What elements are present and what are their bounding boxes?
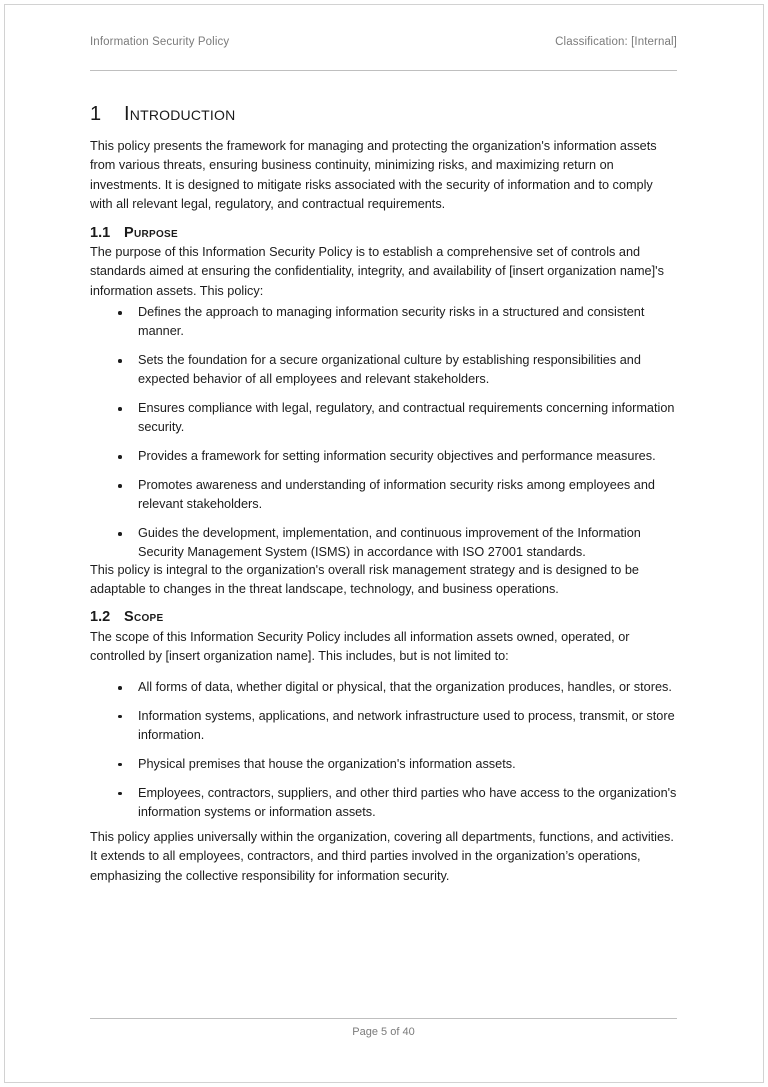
bullet-icon	[118, 455, 122, 459]
list-item-text: Guides the development, implementation, and continuous improvement of the Information Security Management System (ISMS) in accordance with ISO 27001 standards.	[138, 526, 641, 560]
heading-1-1-number: 1.1	[90, 225, 111, 241]
scope-closing-paragraph: This policy applies universally within the organization, covering all departments, functions, and activities. It extends to all employees, contractors, and third parties involved in the organization’s operations, emphasizing the collective responsibility for information security.	[90, 830, 674, 883]
list-item	[90, 678, 678, 697]
bullet-icon	[118, 484, 122, 488]
header-classification: Classification: [Internal]	[555, 36, 677, 48]
heading-1-2-scope	[90, 609, 163, 625]
document-running-header	[90, 36, 677, 48]
list-item-text: Promotes awareness and understanding of information security risks among employees and relevant stakeholders.	[138, 478, 655, 512]
header-document-title: Information Security Policy	[90, 36, 230, 48]
heading-1-number: 1	[90, 103, 102, 125]
bullet-icon	[118, 715, 122, 719]
heading-1-introduction	[90, 103, 235, 126]
list-item-text: Provides a framework for setting information security objectives and performance measures.	[138, 449, 656, 464]
list-item	[90, 303, 678, 342]
bullet-icon	[118, 311, 122, 315]
list-item-text: Ensures compliance with legal, regulatory, and contractual requirements concerning information security.	[138, 401, 675, 435]
purpose-bullet-list	[90, 303, 678, 563]
heading-1-1-title: Purpose	[124, 225, 178, 241]
footer-page-number: Page 5 of 40	[352, 1026, 415, 1038]
bullet-icon	[118, 686, 122, 690]
list-item	[90, 476, 678, 515]
list-item-text: Physical premises that house the organization's information assets.	[138, 756, 516, 771]
bullet-icon	[118, 359, 122, 363]
list-item	[90, 447, 678, 466]
list-item-text: Information systems, applications, and network infrastructure used to process, transmit, or store information.	[138, 708, 675, 743]
bullet-icon	[118, 792, 122, 796]
purpose-lead-paragraph: The purpose of this Information Security Policy is to establish a comprehensive set of controls and standards aimed at ensuring the confidentiality, integrity, and availability of [insert organization name]'s information assets. This policy:	[90, 245, 664, 298]
heading-1-2-title: Scope	[124, 609, 164, 625]
bullet-icon	[118, 763, 122, 767]
scope-lead-paragraph: The scope of this Information Security Policy includes all information assets owned, operated, or controlled by [insert organization name]. This includes, but is not limited to:	[90, 630, 630, 664]
list-item	[90, 351, 678, 390]
list-item-text: Defines the approach to managing information security risks in a structured and consistent manner.	[138, 305, 645, 339]
scope-bullet-list	[90, 678, 678, 822]
list-item	[90, 707, 678, 746]
heading-1-1-purpose	[90, 225, 178, 241]
list-item-text: All forms of data, whether digital or physical, that the organization produces, handles, or stores.	[138, 680, 672, 694]
heading-1-2-number: 1.2	[90, 609, 111, 625]
list-item	[90, 399, 678, 438]
bullet-icon	[118, 407, 122, 411]
purpose-closing-paragraph: This policy is integral to the organization's overall risk management strategy and is designed to be adaptable to changes in the threat landscape, technology, and business operations.	[90, 563, 639, 597]
list-item-text: Employees, contractors, suppliers, and other third parties who have access to the organization's information systems or information assets.	[138, 785, 677, 819]
list-item-text: Sets the foundation for a secure organizational culture by establishing responsibilities and expected behavior of all employees and relevant stakeholders.	[138, 353, 641, 387]
list-item	[90, 784, 678, 823]
header-divider-rule	[90, 70, 677, 71]
footer-divider-rule	[90, 1018, 677, 1019]
introduction-paragraph: This policy presents the framework for managing and protecting the organization's information assets from various threats, ensuring business continuity, minimizing risks, and maximizing return on investments. It is designed to mitigate risks associated with the security of information and to comply with all relevant legal, regulatory, and contractual requirements.	[90, 139, 657, 211]
heading-1-title: Introduction	[124, 103, 236, 125]
list-item	[90, 524, 678, 563]
bullet-icon	[118, 532, 122, 536]
list-item	[90, 755, 678, 774]
